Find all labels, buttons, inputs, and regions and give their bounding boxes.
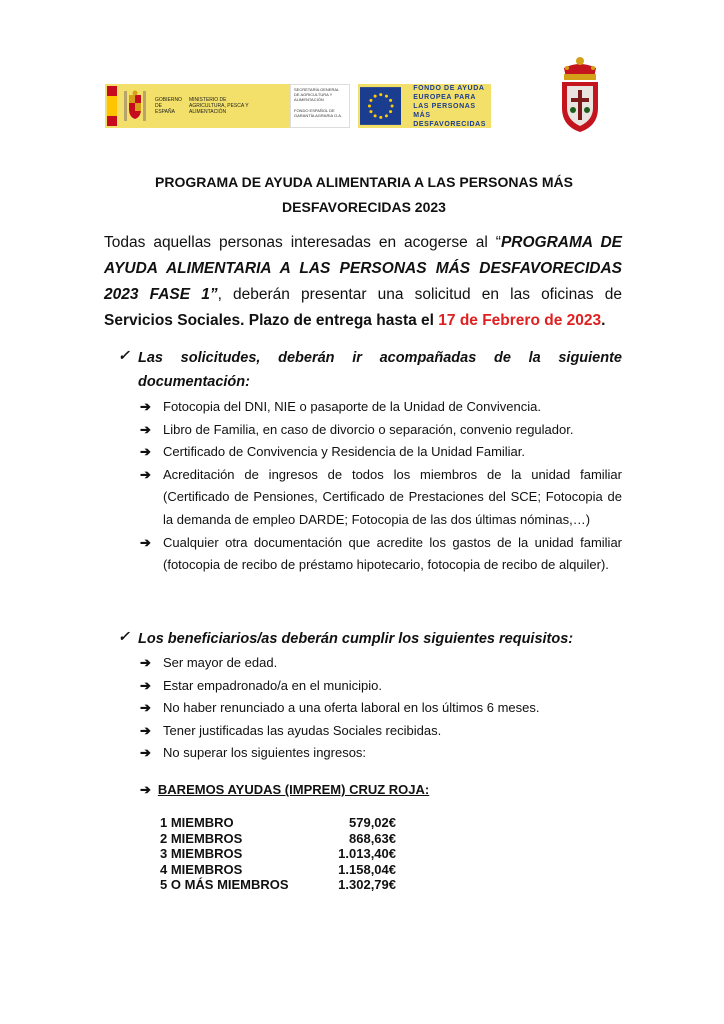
- doc-heading-line-1: Las solicitudes, deberán ir acompañadas de la siguiente: [138, 350, 622, 366]
- arrow-icon: ➔: [140, 745, 151, 761]
- documentation-list: [140, 396, 622, 577]
- title-line-2: DESFAVORECIDAS 2023: [282, 199, 446, 215]
- government-label: GOBIERNO DE ESPAÑA: [155, 97, 182, 115]
- list-item-text: Tener justificadas las ayudas Sociales recibidas.: [163, 722, 442, 738]
- list-item-text: Libro de Familia, en caso de divorcio o separación, convenio regulador.: [163, 421, 574, 437]
- baremos-table: [160, 815, 396, 893]
- baremo-label: 5 O MÁS MIEMBROS: [160, 877, 289, 892]
- baremo-row: [160, 862, 396, 878]
- baremo-row: [160, 846, 396, 862]
- arrow-icon: ➔: [140, 677, 151, 693]
- header-logos: [105, 84, 491, 128]
- program-name: PROGRAMA DE AYUDA ALIMENTARIA A LAS PERSONAS MÁS DESFAVORECIDAS 2023 FASE 1”: [104, 234, 623, 303]
- arrow-icon: ➔: [140, 782, 151, 797]
- list-item-text: No haber renunciado a una oferta laboral en los últimos 6 meses.: [163, 700, 540, 716]
- spain-flag-icon: [107, 86, 117, 126]
- eu-line-3: LAS PERSONAS MÁS: [413, 102, 476, 119]
- page-title: [104, 170, 624, 220]
- baremo-row: [160, 815, 396, 831]
- arrow-icon: ➔: [140, 444, 151, 460]
- check-icon: ✓: [118, 628, 130, 644]
- arrow-icon: ➔: [140, 534, 151, 550]
- baremos-heading: [140, 782, 429, 798]
- baremo-value: 579,02€: [349, 815, 396, 830]
- list-item: [140, 532, 622, 577]
- fega-logo: [290, 84, 350, 128]
- baremo-label: 3 MIEMBROS: [160, 846, 243, 861]
- eu-fund-logo: [358, 84, 491, 128]
- list-item: [140, 742, 622, 765]
- list-item: [140, 720, 622, 743]
- baremo-row: [160, 877, 396, 893]
- deadline-date: 17 de Febrero de 2023: [438, 312, 602, 329]
- baremo-value: 868,63€: [349, 830, 396, 846]
- baremo-value: 1.158,04€: [338, 861, 396, 877]
- list-item-text: Acreditación de ingresos de todos los miembros de la unidad familiar (Certificado de Pensiones, Certificado de Prestaciones del SCE; Fotocopia de la demanda de empleo DARDE; Fotocopia de las dos últimas nóminas,…): [163, 466, 622, 527]
- arrow-icon: ➔: [140, 421, 151, 437]
- municipal-crest-icon: [558, 52, 602, 134]
- arrow-icon: ➔: [140, 700, 151, 716]
- intro-text-2: , deberán presentar una solicitud en las oficinas de: [217, 286, 622, 303]
- requirements-list: [140, 652, 622, 765]
- ministry-label: MINISTERIO DE AGRICULTURA, PESCA Y ALIMENTACIÓN: [189, 97, 249, 115]
- title-line-1: PROGRAMA DE AYUDA ALIMENTARIA A LAS PERSONAS MÁS: [155, 174, 573, 190]
- check-icon: ✓: [118, 347, 130, 363]
- section-documentation-heading: [138, 346, 622, 394]
- list-item: [140, 441, 622, 464]
- list-item-text: Cualquier otra documentación que acredite los gastos de la unidad familiar (fotocopia de recibo de préstamo hipotecario, fotocopia de recibo de alquiler).: [163, 534, 622, 573]
- arrow-icon: ➔: [140, 722, 151, 738]
- section-requirements-heading: Los beneficiarios/as deberán cumplir los siguientes requisitos:: [138, 631, 574, 647]
- secretaria-label: SECRETARÍA GENERAL DE AGRICULTURA Y ALIMENTACIÓN: [294, 87, 340, 102]
- list-item: [140, 419, 622, 442]
- list-item-text: Certificado de Convivencia y Residencia de la Unidad Familiar.: [163, 444, 526, 460]
- eu-line-1: FONDO DE AYUDA: [413, 84, 485, 92]
- list-item: [140, 464, 622, 532]
- spain-coat-of-arms-icon: [121, 89, 149, 123]
- list-item-text: No superar los siguientes ingresos:: [163, 745, 367, 761]
- baremos-heading-text: BAREMOS AYUDAS (IMPREM) CRUZ ROJA:: [157, 782, 430, 797]
- baremo-value: 1.013,40€: [338, 846, 396, 861]
- baremo-value: 1.302,79€: [338, 877, 396, 892]
- baremo-label: 2 MIEMBROS: [160, 830, 243, 846]
- fega-label: FONDO ESPAÑOL DE GARANTÍA AGRARIA O.A.: [294, 108, 343, 118]
- baremo-label: 1 MIEMBRO: [160, 815, 234, 830]
- list-item: [140, 396, 622, 419]
- eu-fund-label: [413, 84, 491, 129]
- arrow-icon: ➔: [140, 466, 151, 482]
- intro-period: .: [601, 312, 606, 329]
- list-item-text: Ser mayor de edad.: [163, 655, 278, 670]
- eu-flag-icon: [360, 86, 402, 126]
- baremo-row: [160, 831, 396, 847]
- servicios-sociales-text: Servicios Sociales. Plazo de entrega hasta el: [104, 312, 439, 329]
- government-logo: [105, 84, 290, 128]
- intro-paragraph: [104, 230, 622, 334]
- list-item: [140, 652, 622, 675]
- list-item: [140, 697, 622, 720]
- eu-line-4: DESFAVORECIDAS: [413, 120, 487, 128]
- eu-line-2: EUROPEA PARA: [413, 93, 477, 101]
- arrow-icon: ➔: [140, 655, 151, 670]
- list-item-text: Fotocopia del DNI, NIE o pasaporte de la Unidad de Convivencia.: [163, 399, 541, 414]
- list-item-text: Estar empadronado/a en el municipio.: [163, 677, 382, 693]
- doc-heading-line-2: documentación:: [138, 374, 250, 390]
- arrow-icon: ➔: [140, 399, 151, 414]
- intro-text-1: Todas aquellas personas interesadas en acogerse al “: [104, 234, 501, 251]
- baremo-label: 4 MIEMBROS: [160, 861, 243, 877]
- list-item: [140, 675, 622, 698]
